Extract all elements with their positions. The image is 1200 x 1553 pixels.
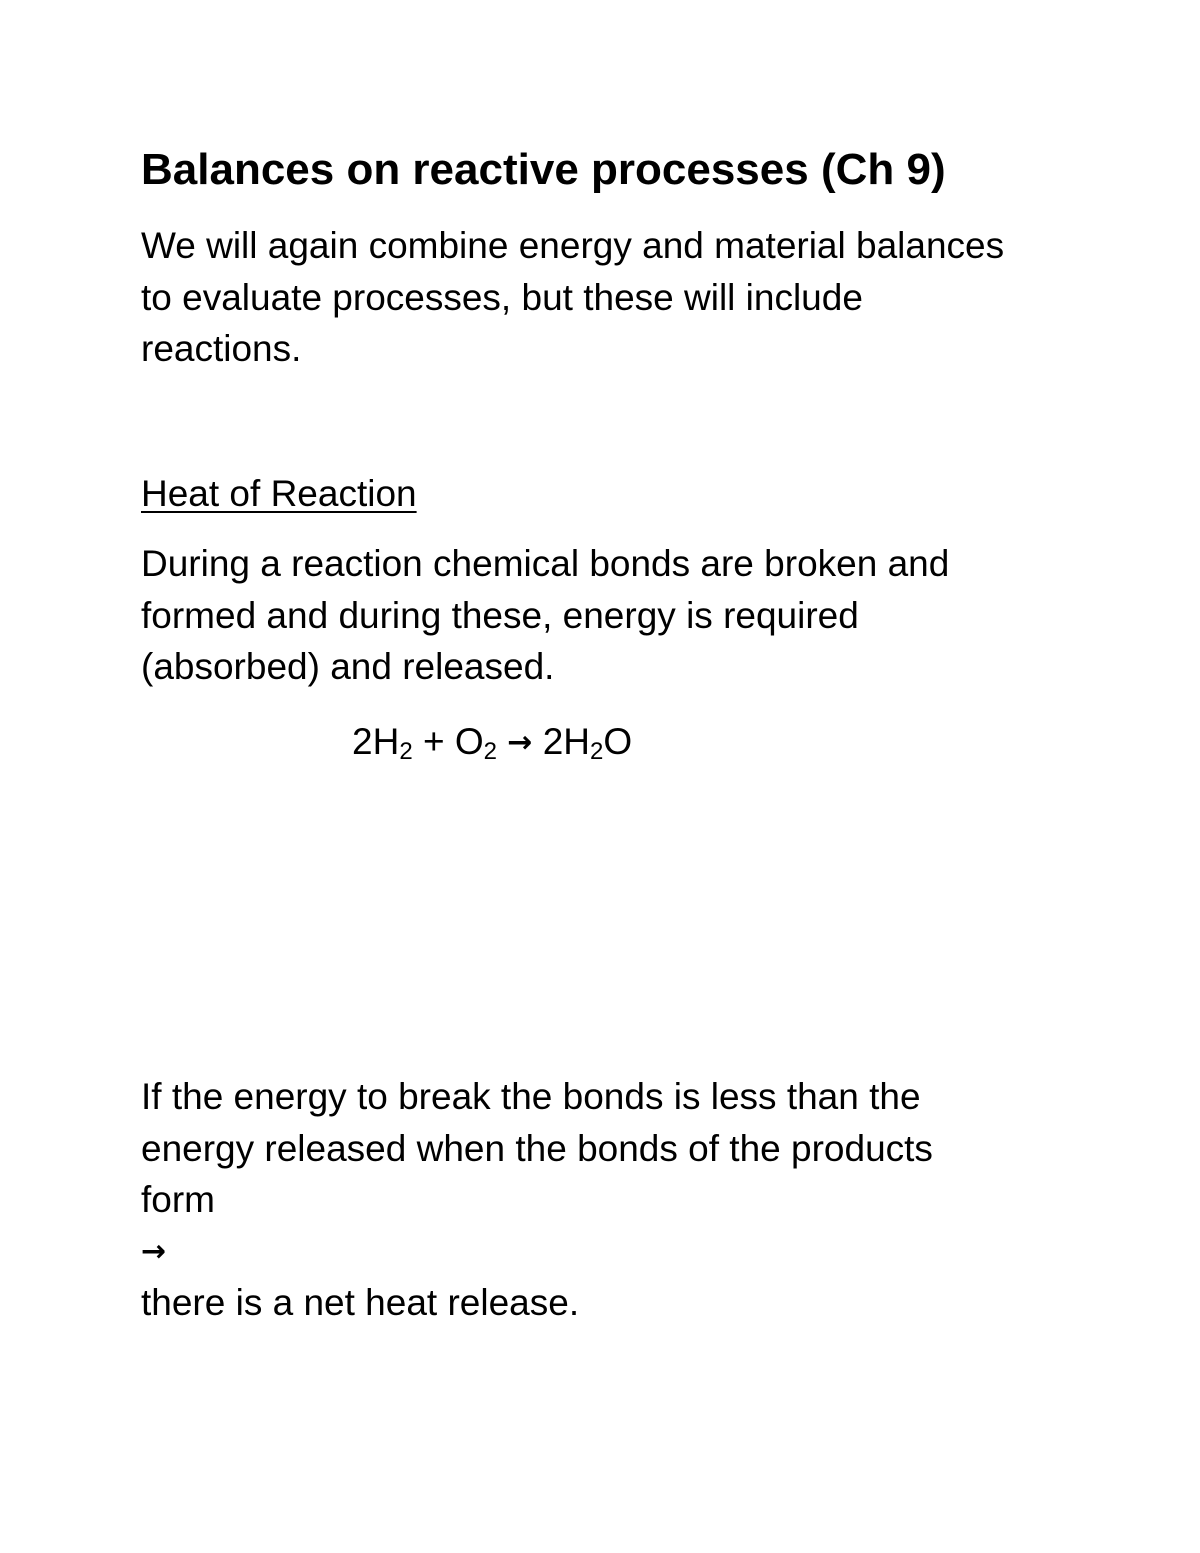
section-heading-heat-of-reaction: Heat of Reaction (141, 473, 417, 514)
page-title: Balances on reactive processes (Ch 9) (141, 145, 946, 194)
bonds-line: formed and during these, energy is required (141, 594, 859, 636)
equation-plus: + (422, 721, 445, 762)
bonds-paragraph (141, 538, 1141, 693)
release-text: there is a net heat release. (141, 1282, 580, 1323)
equation-element: H (372, 721, 400, 762)
equation-element: O (454, 721, 484, 762)
release-text: form (141, 1179, 215, 1220)
intro-paragraph (141, 220, 1141, 375)
equation-coefficient: 2 (352, 721, 373, 762)
bonds-line: During a reaction chemical bonds are broken and (141, 543, 950, 584)
release-line-last (141, 1174, 1141, 1329)
release-line: If the energy to break the bonds is less than the (141, 1076, 921, 1117)
heat-release-paragraph (141, 1071, 1141, 1329)
equation-subscript: 2 (399, 738, 413, 765)
equation-coefficient: 2 (542, 721, 564, 762)
bonds-line: (absorbed) and released. (141, 646, 555, 687)
chemical-equation (352, 716, 632, 769)
equation-element: O (603, 721, 633, 762)
right-arrow-icon: → (507, 725, 533, 760)
equation-subscript: 2 (483, 738, 497, 765)
equation-subscript: 2 (590, 738, 604, 765)
right-arrow-icon: → (141, 1233, 167, 1269)
intro-line: We will again combine energy and material balances (141, 225, 1005, 266)
release-line: energy released when the bonds of the products (141, 1127, 933, 1169)
intro-line: to evaluate processes, but these will include (141, 276, 863, 318)
intro-line: reactions. (141, 328, 302, 369)
equation-element: H (563, 721, 590, 762)
